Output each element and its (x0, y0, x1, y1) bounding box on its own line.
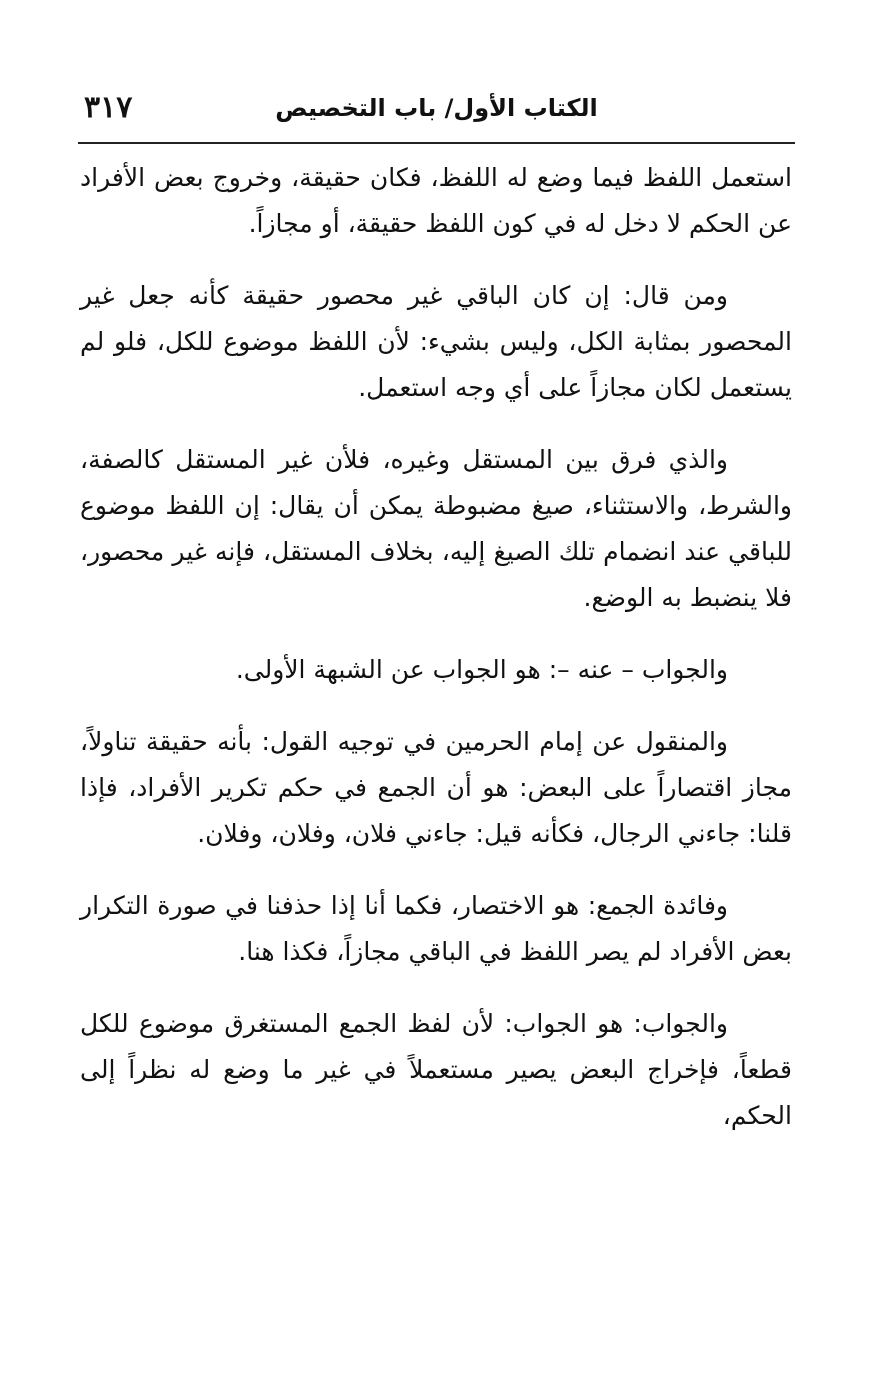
paragraph: استعمل اللفظ فيما وضع له اللفظ، فكان حقيقة، وخروج بعض الأفراد عن الحكم لا دخل له في كون اللفظ حقيقة، أو مجازاً. (80, 163, 792, 238)
paragraph: والجواب: هو الجواب: لأن لفظ الجمع المستغرق موضوع للكل قطعاً، فإخراج البعض يصير مستعملاً في غير ما وضع له نظراً إلى الحكم، (80, 1009, 792, 1130)
page-header (78, 88, 795, 136)
paragraph: والذي فرق بين المستقل وغيره، فلأن غير المستقل كالصفة، والشرط، والاستثناء، صيغ مضبوطة يمكن أن يقال: إن اللفظ موضوع للباقي عند انضمام تلك الصيغ إليه، بخلاف المستقل، فإنه غير محصور، فلا ينضبط به الوضع. (80, 445, 792, 612)
page-number: ٣١٧ (84, 90, 133, 125)
paragraph: وفائدة الجمع: هو الاختصار، فكما أنا إذا حذفنا في صورة التكرار بعض الأفراد لم يصر اللفظ في الباقي مجازاً، فكذا هنا. (80, 891, 792, 966)
header-divider (78, 142, 795, 144)
paragraph: والجواب – عنه –: هو الجواب عن الشبهة الأولى. (235, 655, 728, 684)
paragraph: ومن قال: إن كان الباقي غير محصور حقيقة كأنه جعل غير المحصور بمثابة الكل، وليس بشيء: لأن اللفظ موضوع للكل، فلو لم يستعمل لكان مجازاً على أي وجه استعمل. (80, 281, 792, 402)
paragraph: والمنقول عن إمام الحرمين في توجيه القول: بأنه حقيقة تناولاً، مجاز اقتصاراً على البعض: هو أن الجمع في حكم تكرير الأفراد، فإذا قلنا: جاءني الرجال، فكأنه قيل: جاءني فلان، وفلان، وفلان. (80, 727, 792, 848)
running-title: الكتاب الأول/ باب التخصيص (275, 94, 598, 122)
body-text (80, 155, 792, 1165)
